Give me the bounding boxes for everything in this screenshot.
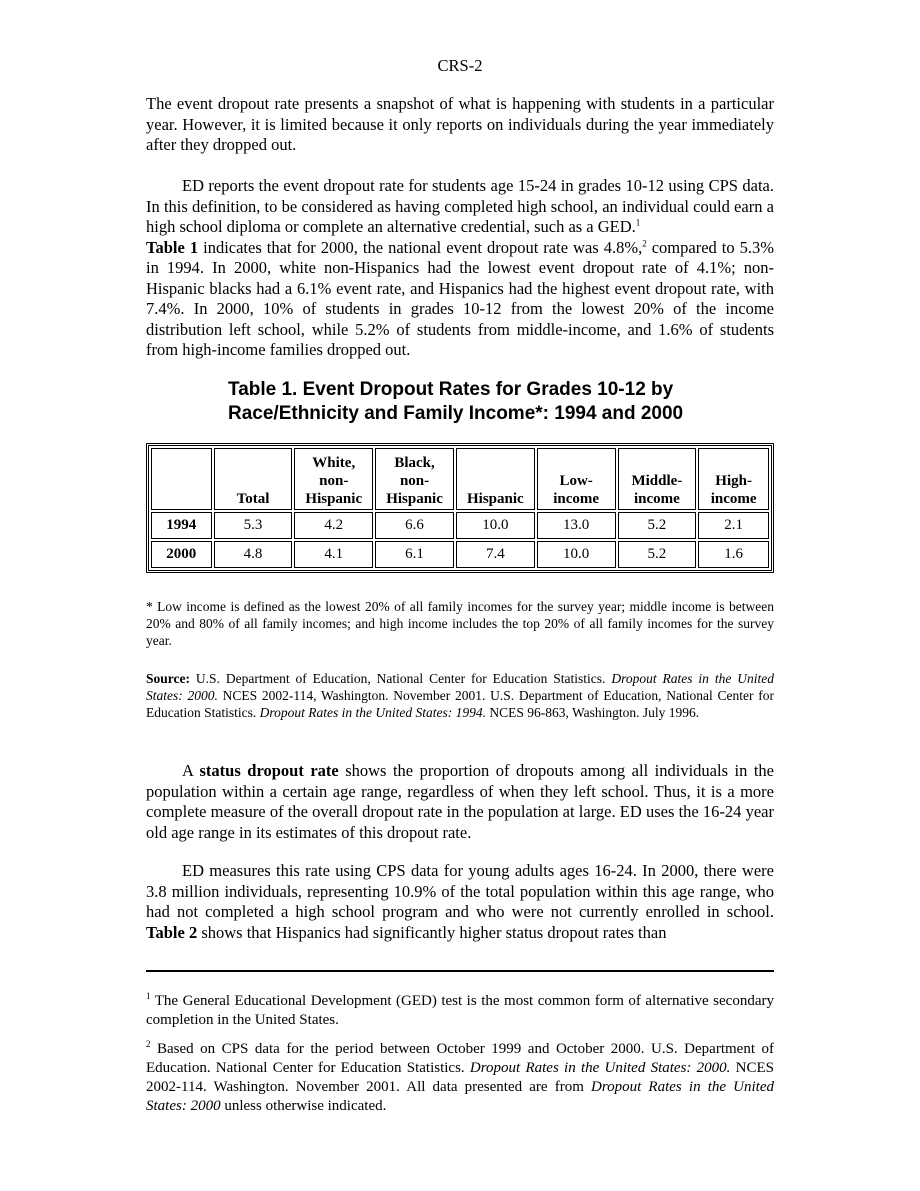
table-cell: 6.1	[375, 541, 454, 568]
header-total: Total	[214, 448, 293, 510]
source-label: Source:	[146, 671, 190, 686]
header-empty	[151, 448, 212, 510]
para2-text-c: indicates that for 2000, the national event dropout rate was 4.8%,	[198, 237, 643, 257]
event-dropout-table	[146, 443, 774, 573]
header-low-income: Low- income	[537, 448, 616, 510]
header-black: Black, non- Hispanic	[375, 448, 454, 510]
table-cell: 4.1	[294, 541, 373, 568]
header-high-income: High- income	[698, 448, 769, 510]
footnote-ref-1[interactable]: 1	[635, 217, 641, 228]
header-white: White, non- Hispanic	[294, 448, 373, 510]
table-cell: 2.1	[698, 512, 769, 539]
footnote-2-number: 2	[146, 1039, 151, 1049]
paragraph-event-dropout-details	[146, 176, 774, 361]
table1-source: Source: U.S. Department of Education, National Center for Education Statistics. Dropout Rates in the United States: 2000. NCES 2002-114, Washington. November 2001. U.S. Department of Education, National Center for Education Statistics. Dropout Rates in the United States: 1994. NCES 96-863, Washington. July 1996.	[146, 671, 774, 720]
table-cell: 4.8	[214, 541, 293, 568]
paragraph-event-dropout-intro: The event dropout rate presents a snapshot of what is happening with students in a particular year. However, it is limited because it only reports on individuals during the year immediately after they dropped out.	[146, 94, 774, 154]
table-row	[151, 512, 769, 539]
table1-title-line1: Table 1. Event Dropout Rates for Grades 10-12 by	[228, 379, 674, 400]
table2-reference: Table 2	[146, 922, 198, 942]
footnote-1: $^1$ The General Educational Development (GED) test is the most common form of alternative secondary completion in the United States.	[146, 991, 774, 1028]
source-title-2000: Dropout Rates in the United States: 2000.	[146, 671, 774, 703]
page-number: CRS-2	[437, 56, 483, 75]
table1-title-line2: Race/Ethnicity and Family Income*: 1994 and 2000	[228, 403, 684, 424]
header-hispanic: Hispanic	[456, 448, 535, 510]
table1-title	[228, 378, 728, 426]
table-cell: 13.0	[537, 512, 616, 539]
footnote-1-number: 1	[146, 991, 151, 1001]
footnote-divider	[146, 970, 774, 972]
table-cell: 7.4	[456, 541, 535, 568]
row-year: 2000	[151, 541, 212, 568]
header-middle-income: Middle- income	[618, 448, 697, 510]
table-cell: 5.2	[618, 541, 697, 568]
status-dropout-term: status dropout rate	[199, 761, 339, 780]
table-row	[151, 541, 769, 568]
table-cell: 4.2	[294, 512, 373, 539]
footnote-ref-2[interactable]: 2	[642, 238, 647, 248]
table1-reference: Table 1	[146, 237, 199, 257]
table-cell: 5.2	[618, 512, 697, 539]
source-title-1994: Dropout Rates in the United States: 1994.	[259, 705, 486, 720]
table-cell: 1.6	[698, 541, 769, 568]
table-cell: 10.0	[456, 512, 535, 539]
table-header-row	[151, 448, 769, 510]
footnote-2: $^2$ Based on CPS data for the period between October 1999 and October 2000. U.S. Department of Education. National Center for Education Statistics. Dropout Rates in the United States: 2000. NCES 2002-114. Washington. November 2001. All data presented are from Dropout Rates in the United States: 2000 unless otherwise indicated.	[146, 1039, 775, 1114]
table1-note: * Low income is defined as the lowest 20% of all family incomes for the survey year; middle income is between 20% and 80% of all family incomes; and high income includes the top 20% of all family incomes for the survey year.	[146, 599, 774, 648]
para2-text-a: ED reports the event dropout rate for students age 15-24 in grades 10-12 using CPS data. In this definition, to be considered as having completed high school, an individual could earn a high school diploma or complete an alternative credential, such as a GED.	[146, 176, 774, 236]
table-cell: 10.0	[537, 541, 616, 568]
table-cell: 6.6	[375, 512, 454, 539]
paragraph-status-dropout: A status dropout rate shows the proportion of dropouts among all individuals in the population within a certain age range, regardless of when they left school. Thus, it is a more complete measure of the overall dropout rate in the population at large. ED uses the 16-24 year old age range in its estimates of this dropout rate.	[146, 761, 774, 842]
row-year: 1994	[151, 512, 212, 539]
table-cell: 5.3	[214, 512, 293, 539]
para2-text-d: compared to 5.3% in 1994. In 2000, white non-Hispanics had the lowest event dropout rate of 4.1%; non-Hispanic blacks had a 6.1% event rate, and Hispanics had the highest event dropout rate, with 7.4%. In 2000, 10% of students in grades 10-12 from the lowest 20% of the income distribution left school, while 5.2% of students from middle-income, and 1.6% of students from high-income families dropped out.	[146, 237, 775, 359]
paragraph-status-measurement: ED measures this rate using CPS data for young adults ages 16-24. In 2000, there were 3.8 million individuals, representing 10.9% of the total population within this age range, who had not completed a high school program and who were not currently enrolled in school. Table 2 shows that Hispanics had significantly higher status dropout rates than	[146, 861, 774, 942]
